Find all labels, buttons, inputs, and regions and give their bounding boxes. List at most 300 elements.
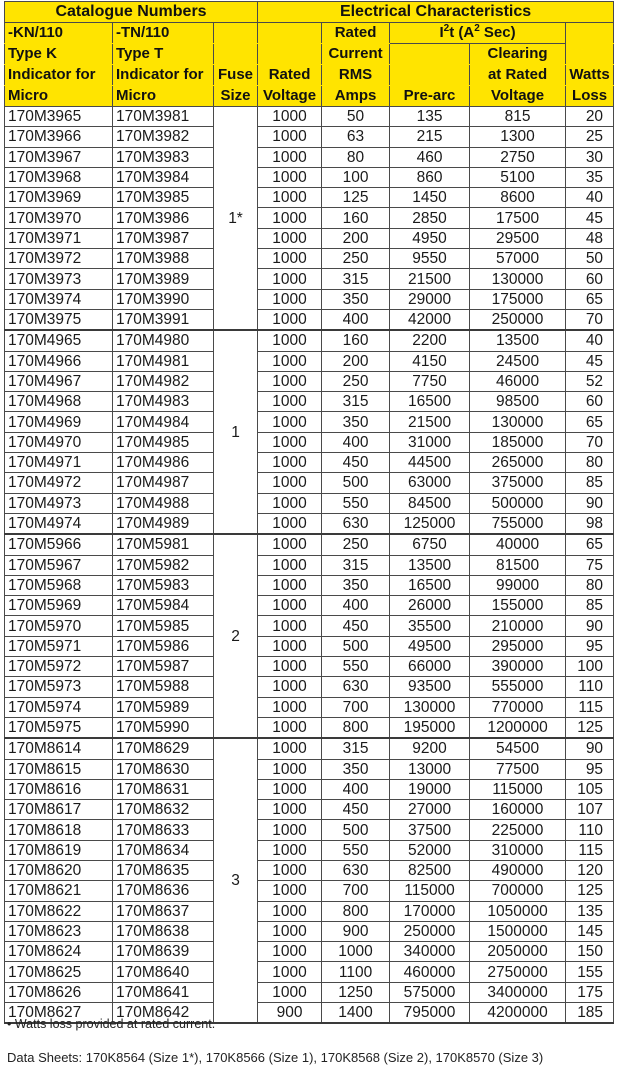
kn-catalogue-number: 170M3966: [5, 127, 113, 147]
table-row: [5, 534, 614, 555]
clearing-cell: 98500: [470, 392, 566, 412]
clearing-cell: 81500: [470, 555, 566, 575]
kn-catalogue-number: 170M4973: [5, 493, 113, 513]
tn-catalogue-number: 170M8634: [113, 840, 214, 860]
kn-catalogue-number: 170M8625: [5, 962, 113, 982]
table-row: [5, 616, 614, 636]
pre-arc-cell: 215: [390, 127, 470, 147]
watts-loss-header-blank: [566, 23, 614, 44]
kn-header-line-4: Micro: [5, 86, 113, 107]
pre-arc-cell: 31000: [390, 432, 470, 452]
rated-voltage-cell: 1000: [258, 881, 322, 901]
kn-catalogue-number: 170M3973: [5, 269, 113, 289]
clearing-cell: 54500: [470, 738, 566, 759]
rated-voltage-cell: 1000: [258, 575, 322, 595]
kn-catalogue-number: 170M8618: [5, 820, 113, 840]
rated-current-cell: 700: [322, 697, 390, 717]
tn-catalogue-number: 170M8639: [113, 942, 214, 962]
rated-current-cell: 500: [322, 636, 390, 656]
rated-voltage-cell: 1000: [258, 513, 322, 534]
watts-loss-cell: 45: [566, 208, 614, 228]
clearing-cell: 3400000: [470, 982, 566, 1002]
kn-header-line-1: -KN/110: [5, 23, 113, 44]
watts-loss-cell: 185: [566, 1003, 614, 1024]
clearing-cell: 2050000: [470, 942, 566, 962]
pre-arc-cell: 44500: [390, 453, 470, 473]
kn-catalogue-number: 170M4968: [5, 392, 113, 412]
watts-loss-cell: 65: [566, 534, 614, 555]
rated-voltage-header-spacer: [258, 44, 322, 65]
clearing-cell: 160000: [470, 800, 566, 820]
tn-catalogue-number: 170M8636: [113, 881, 214, 901]
table-row: [5, 942, 614, 962]
table-row: [5, 657, 614, 677]
tn-catalogue-number: 170M5981: [113, 534, 214, 555]
tn-catalogue-number: 170M3989: [113, 269, 214, 289]
rated-voltage-cell: 1000: [258, 269, 322, 289]
pre-arc-cell: 9550: [390, 249, 470, 269]
table-row: [5, 555, 614, 575]
table-row: [5, 493, 614, 513]
rated-voltage-cell: 1000: [258, 840, 322, 860]
pre-arc-cell: 37500: [390, 820, 470, 840]
table-row: [5, 453, 614, 473]
watts-loss-cell: 115: [566, 840, 614, 860]
pre-arc-cell: 340000: [390, 942, 470, 962]
watts-loss-cell: 85: [566, 473, 614, 493]
rated-current-cell: 630: [322, 513, 390, 534]
clearing-cell: 17500: [470, 208, 566, 228]
kn-catalogue-number: 170M8622: [5, 901, 113, 921]
tn-catalogue-number: 170M5986: [113, 636, 214, 656]
kn-catalogue-number: 170M4966: [5, 351, 113, 371]
watts-loss-cell: 100: [566, 657, 614, 677]
rated-voltage-cell: 1000: [258, 800, 322, 820]
table-row: [5, 982, 614, 1002]
rated-current-cell: 400: [322, 779, 390, 799]
table-row: [5, 289, 614, 309]
rated-current-header-line-1: Rated: [322, 23, 390, 44]
kn-catalogue-number: 170M5975: [5, 717, 113, 738]
clearing-cell: 210000: [470, 616, 566, 636]
kn-catalogue-number: 170M5973: [5, 677, 113, 697]
rated-current-cell: 550: [322, 493, 390, 513]
pre-arc-cell: 795000: [390, 1003, 470, 1024]
pre-arc-cell: 6750: [390, 534, 470, 555]
rated-voltage-cell: 1000: [258, 453, 322, 473]
tn-catalogue-number: 170M4988: [113, 493, 214, 513]
kn-catalogue-number: 170M5972: [5, 657, 113, 677]
clearing-cell: 8600: [470, 188, 566, 208]
rated-voltage-cell: 1000: [258, 860, 322, 880]
table-row: [5, 412, 614, 432]
watts-loss-cell: 95: [566, 759, 614, 779]
clearing-cell: 185000: [470, 432, 566, 452]
watts-loss-cell: 90: [566, 616, 614, 636]
clearing-cell: 770000: [470, 697, 566, 717]
pre-arc-cell: 4150: [390, 351, 470, 371]
table-row: [5, 147, 614, 167]
rated-current-cell: 315: [322, 738, 390, 759]
catalogue-numbers-heading: Catalogue Numbers: [5, 2, 258, 23]
clearing-cell: 1300: [470, 127, 566, 147]
clearing-cell: 130000: [470, 269, 566, 289]
kn-catalogue-number: 170M5969: [5, 596, 113, 616]
table-row: [5, 596, 614, 616]
rated-voltage-cell: 1000: [258, 330, 322, 351]
pre-arc-cell: 2850: [390, 208, 470, 228]
rated-voltage-cell: 1000: [258, 657, 322, 677]
clearing-cell: 155000: [470, 596, 566, 616]
tn-catalogue-number: 170M3990: [113, 289, 214, 309]
rated-voltage-cell: 1000: [258, 677, 322, 697]
pre-arc-cell: 460000: [390, 962, 470, 982]
rated-current-cell: 350: [322, 289, 390, 309]
rated-voltage-cell: 1000: [258, 432, 322, 452]
pre-arc-cell: 35500: [390, 616, 470, 636]
kn-catalogue-number: 170M3965: [5, 107, 113, 127]
tn-catalogue-number: 170M8642: [113, 1003, 214, 1024]
kn-catalogue-number: 170M8626: [5, 982, 113, 1002]
clearing-cell: 555000: [470, 677, 566, 697]
kn-catalogue-number: 170M3972: [5, 249, 113, 269]
clearing-cell: 77500: [470, 759, 566, 779]
clearing-cell: 1200000: [470, 717, 566, 738]
clearing-cell: 29500: [470, 228, 566, 248]
pre-arc-cell: 42000: [390, 309, 470, 330]
watts-loss-cell: 110: [566, 677, 614, 697]
fuse-size-cell: 2: [214, 534, 258, 738]
tn-catalogue-number: 170M8631: [113, 779, 214, 799]
rated-voltage-cell: 1000: [258, 901, 322, 921]
tn-catalogue-number: 170M3984: [113, 167, 214, 187]
pre-arc-cell: 4950: [390, 228, 470, 248]
watts-loss-cell: 107: [566, 800, 614, 820]
clearing-cell: 250000: [470, 309, 566, 330]
rated-voltage-cell: 1000: [258, 392, 322, 412]
rated-current-cell: 550: [322, 657, 390, 677]
tn-catalogue-number: 170M8641: [113, 982, 214, 1002]
tn-header-line-3: Indicator for: [113, 65, 214, 86]
rated-current-header-line-3: RMS: [322, 65, 390, 86]
kn-catalogue-number: 170M3971: [5, 228, 113, 248]
tn-catalogue-number: 170M8629: [113, 738, 214, 759]
clearing-cell: 1500000: [470, 921, 566, 941]
table-row: [5, 269, 614, 289]
rated-current-cell: 350: [322, 759, 390, 779]
rated-current-cell: 80: [322, 147, 390, 167]
clearing-cell: 57000: [470, 249, 566, 269]
watts-loss-cell: 105: [566, 779, 614, 799]
table-row: [5, 697, 614, 717]
watts-loss-cell: 75: [566, 555, 614, 575]
table-row: [5, 677, 614, 697]
watts-loss-cell: 135: [566, 901, 614, 921]
pre-arc-cell: 52000: [390, 840, 470, 860]
table-row: [5, 759, 614, 779]
fuse-size-cell: 1*: [214, 107, 258, 331]
table-row: [5, 432, 614, 452]
pre-arc-header-spacer: [390, 44, 470, 65]
rated-voltage-cell: 1000: [258, 188, 322, 208]
pre-arc-cell: 93500: [390, 677, 470, 697]
watts-loss-cell: 85: [566, 596, 614, 616]
table-row: [5, 738, 614, 759]
rated-current-cell: 160: [322, 330, 390, 351]
tn-catalogue-number: 170M4985: [113, 432, 214, 452]
tn-catalogue-number: 170M3988: [113, 249, 214, 269]
pre-arc-cell: 21500: [390, 412, 470, 432]
kn-catalogue-number: 170M8619: [5, 840, 113, 860]
kn-catalogue-number: 170M3968: [5, 167, 113, 187]
kn-catalogue-number: 170M8617: [5, 800, 113, 820]
rated-voltage-cell: 1000: [258, 473, 322, 493]
pre-arc-cell: 195000: [390, 717, 470, 738]
watts-loss-cell: 90: [566, 738, 614, 759]
rated-voltage-cell: 1000: [258, 820, 322, 840]
pre-arc-cell: 460: [390, 147, 470, 167]
pre-arc-cell: 125000: [390, 513, 470, 534]
clearing-cell: 265000: [470, 453, 566, 473]
pre-arc-cell: 1450: [390, 188, 470, 208]
rated-voltage-cell: 1000: [258, 596, 322, 616]
rated-current-cell: 450: [322, 616, 390, 636]
kn-catalogue-number: 170M5970: [5, 616, 113, 636]
rated-current-cell: 450: [322, 800, 390, 820]
pre-arc-cell: 250000: [390, 921, 470, 941]
rated-current-header-line-2: Current: [322, 44, 390, 65]
pre-arc-cell: 575000: [390, 982, 470, 1002]
pre-arc-cell: 16500: [390, 392, 470, 412]
watts-loss-cell: 35: [566, 167, 614, 187]
rated-voltage-cell: 1000: [258, 921, 322, 941]
rated-current-cell: 1100: [322, 962, 390, 982]
pre-arc-cell: 9200: [390, 738, 470, 759]
table-row: [5, 371, 614, 391]
rated-current-cell: 250: [322, 371, 390, 391]
tn-catalogue-number: 170M3981: [113, 107, 214, 127]
rated-current-cell: 160: [322, 208, 390, 228]
rated-voltage-cell: 900: [258, 1003, 322, 1024]
rated-voltage-cell: 1000: [258, 493, 322, 513]
clearing-cell: 390000: [470, 657, 566, 677]
clearing-cell: 4200000: [470, 1003, 566, 1024]
watts-loss-cell: 70: [566, 432, 614, 452]
rated-current-cell: 400: [322, 432, 390, 452]
table-row: [5, 228, 614, 248]
kn-catalogue-number: 170M8615: [5, 759, 113, 779]
fuse-spec-table: [4, 1, 614, 1024]
kn-catalogue-number: 170M3975: [5, 309, 113, 330]
tn-catalogue-number: 170M8640: [113, 962, 214, 982]
pre-arc-cell: 84500: [390, 493, 470, 513]
table-row: [5, 901, 614, 921]
table-row: [5, 779, 614, 799]
table-body: [5, 107, 614, 1024]
tn-catalogue-number: 170M8635: [113, 860, 214, 880]
rated-voltage-cell: 1000: [258, 962, 322, 982]
rated-voltage-cell: 1000: [258, 371, 322, 391]
pre-arc-cell: 29000: [390, 289, 470, 309]
rated-current-cell: 500: [322, 473, 390, 493]
table-row: [5, 208, 614, 228]
kn-catalogue-number: 170M8616: [5, 779, 113, 799]
clearing-cell: 24500: [470, 351, 566, 371]
rated-voltage-cell: 1000: [258, 309, 322, 330]
table-row: [5, 351, 614, 371]
table-row: [5, 309, 614, 330]
kn-catalogue-number: 170M8623: [5, 921, 113, 941]
pre-arc-cell: 26000: [390, 596, 470, 616]
rated-voltage-cell: 1000: [258, 759, 322, 779]
watts-header-spacer: [566, 44, 614, 65]
pre-arc-header: Pre-arc: [390, 86, 470, 107]
i2t-header: $I^2t$ ($A^2$ Sec): [390, 23, 566, 44]
tn-catalogue-number: 170M5982: [113, 555, 214, 575]
table-row: [5, 249, 614, 269]
table-row: [5, 840, 614, 860]
table-row: [5, 392, 614, 412]
kn-catalogue-number: 170M4965: [5, 330, 113, 351]
table-row: [5, 188, 614, 208]
pre-arc-cell: 16500: [390, 575, 470, 595]
rated-current-cell: 315: [322, 555, 390, 575]
rated-voltage-cell: 1000: [258, 228, 322, 248]
pre-arc-cell: 135: [390, 107, 470, 127]
watts-loss-cell: 60: [566, 269, 614, 289]
watts-loss-cell: 120: [566, 860, 614, 880]
clearing-cell: 295000: [470, 636, 566, 656]
clearing-cell: 46000: [470, 371, 566, 391]
rated-current-cell: 800: [322, 717, 390, 738]
tn-catalogue-number: 170M5990: [113, 717, 214, 738]
rated-voltage-cell: 1000: [258, 289, 322, 309]
pre-arc-cell: 27000: [390, 800, 470, 820]
table-row: [5, 107, 614, 127]
rated-current-cell: 630: [322, 677, 390, 697]
pre-arc-cell: 7750: [390, 371, 470, 391]
rated-current-cell: 125: [322, 188, 390, 208]
watts-loss-cell: 65: [566, 289, 614, 309]
rated-voltage-cell: 1000: [258, 717, 322, 738]
pre-arc-cell: 13000: [390, 759, 470, 779]
watts-loss-cell: 110: [566, 820, 614, 840]
rated-current-cell: 900: [322, 921, 390, 941]
pre-arc-cell: 115000: [390, 881, 470, 901]
clearing-cell: 2750000: [470, 962, 566, 982]
tn-catalogue-number: 170M5985: [113, 616, 214, 636]
watts-loss-cell: 30: [566, 147, 614, 167]
clearing-header-line-2: at Rated: [470, 65, 566, 86]
watts-loss-cell: 40: [566, 188, 614, 208]
table-row: [5, 962, 614, 982]
rated-voltage-cell: 1000: [258, 616, 322, 636]
pre-arc-cell: 63000: [390, 473, 470, 493]
kn-catalogue-number: 170M8621: [5, 881, 113, 901]
tn-catalogue-number: 170M8630: [113, 759, 214, 779]
rated-current-cell: 400: [322, 596, 390, 616]
rated-current-cell: 250: [322, 534, 390, 555]
rated-voltage-cell: 1000: [258, 249, 322, 269]
rated-current-cell: 100: [322, 167, 390, 187]
tn-catalogue-number: 170M4981: [113, 351, 214, 371]
watts-loss-cell: 155: [566, 962, 614, 982]
pre-arc-cell: 170000: [390, 901, 470, 921]
table-row: [5, 717, 614, 738]
watts-loss-cell: 60: [566, 392, 614, 412]
rated-voltage-cell: 1000: [258, 208, 322, 228]
clearing-cell: 375000: [470, 473, 566, 493]
tn-catalogue-number: 170M3991: [113, 309, 214, 330]
tn-catalogue-number: 170M3982: [113, 127, 214, 147]
table-row: [5, 330, 614, 351]
rated-current-cell: 350: [322, 575, 390, 595]
clearing-cell: 175000: [470, 289, 566, 309]
rated-current-cell: 200: [322, 228, 390, 248]
tn-catalogue-number: 170M4980: [113, 330, 214, 351]
table-row: [5, 575, 614, 595]
watts-loss-cell: 70: [566, 309, 614, 330]
watts-loss-cell: 20: [566, 107, 614, 127]
rated-voltage-cell: 1000: [258, 412, 322, 432]
table-row: [5, 636, 614, 656]
tn-catalogue-number: 170M4983: [113, 392, 214, 412]
watts-loss-cell: 40: [566, 330, 614, 351]
rated-voltage-cell: 1000: [258, 107, 322, 127]
kn-catalogue-number: 170M4970: [5, 432, 113, 452]
tn-header-line-1: -TN/110: [113, 23, 214, 44]
kn-catalogue-number: 170M4969: [5, 412, 113, 432]
tn-catalogue-number: 170M4986: [113, 453, 214, 473]
clearing-cell: 99000: [470, 575, 566, 595]
tn-catalogue-number: 170M4989: [113, 513, 214, 534]
watts-loss-cell: 80: [566, 453, 614, 473]
kn-catalogue-number: 170M3974: [5, 289, 113, 309]
watts-loss-cell: 52: [566, 371, 614, 391]
clearing-header-line-1: Clearing: [470, 44, 566, 65]
fuse-size-cell: 3: [214, 738, 258, 1023]
rated-voltage-cell: 1000: [258, 982, 322, 1002]
tn-catalogue-number: 170M3983: [113, 147, 214, 167]
watts-loss-cell: 65: [566, 412, 614, 432]
clearing-header-line-3: Voltage: [470, 86, 566, 107]
watts-loss-cell: 115: [566, 697, 614, 717]
watts-loss-cell: 95: [566, 636, 614, 656]
rated-voltage-cell: 1000: [258, 636, 322, 656]
pre-arc-cell: 82500: [390, 860, 470, 880]
kn-catalogue-number: 170M5971: [5, 636, 113, 656]
table-row: [5, 800, 614, 820]
pre-arc-cell: 13500: [390, 555, 470, 575]
kn-catalogue-number: 170M3970: [5, 208, 113, 228]
rated-current-cell: 630: [322, 860, 390, 880]
watts-loss-header-line-1: Watts: [566, 65, 614, 86]
tn-catalogue-number: 170M3985: [113, 188, 214, 208]
fuse-size-header-blank: [214, 23, 258, 44]
clearing-cell: 2750: [470, 147, 566, 167]
clearing-cell: 500000: [470, 493, 566, 513]
clearing-cell: 40000: [470, 534, 566, 555]
watts-loss-cell: 145: [566, 921, 614, 941]
clearing-cell: 130000: [470, 412, 566, 432]
kn-catalogue-number: 170M4967: [5, 371, 113, 391]
pre-arc-cell: 49500: [390, 636, 470, 656]
tn-catalogue-number: 170M8632: [113, 800, 214, 820]
rated-current-cell: 315: [322, 269, 390, 289]
watts-loss-cell: 48: [566, 228, 614, 248]
watts-loss-cell: 125: [566, 717, 614, 738]
rated-current-cell: 500: [322, 820, 390, 840]
